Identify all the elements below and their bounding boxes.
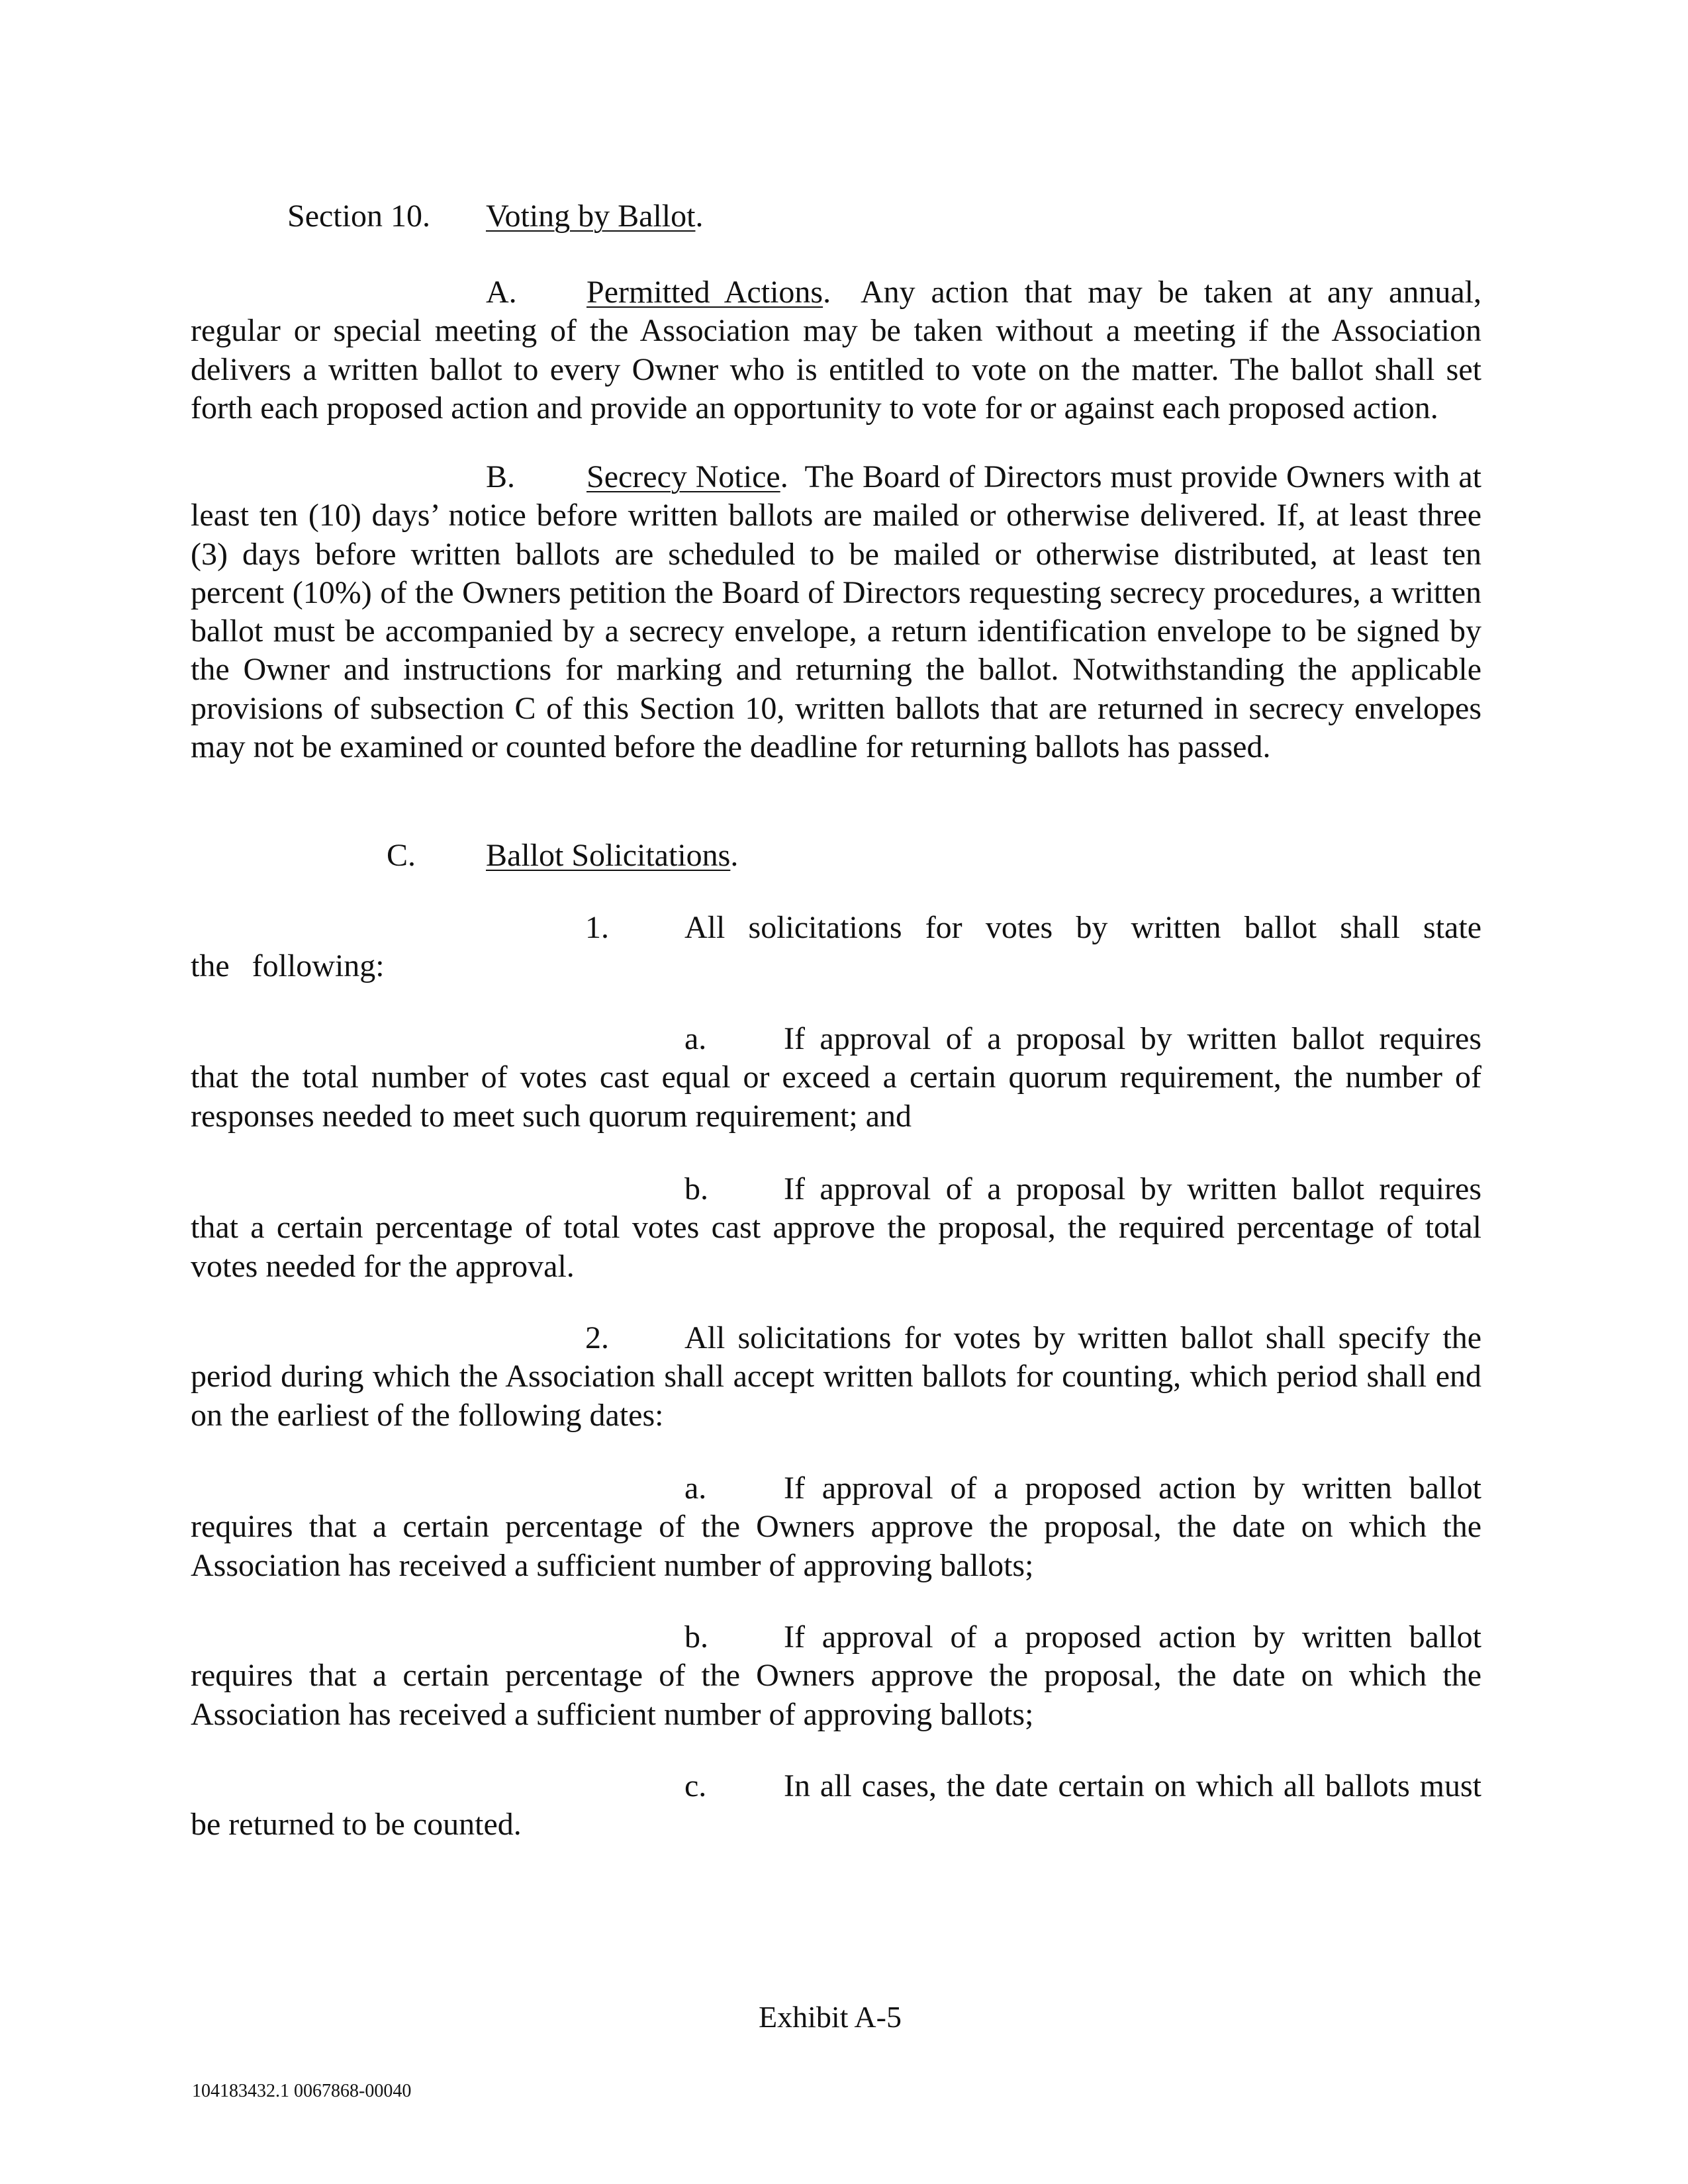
section-title-text: Voting by Ballot: [486, 199, 696, 234]
para-b-text: The Board of Directors must provide Owners with at least ten (10) days’ notice before written ballots are mailed or otherwise delivered. If, at least three (3) days before written ballots are scheduled to be mailed or otherwise distributed, at least ten percent (10%) of the Owners petition the Board of Directors requesting secrecy procedures, a written ballot must be accompanied by a secrecy envelope, a return identification envelope to be signed by the Owner and instructions for marking and returning the ballot. Notwithstanding the applicable provisions of subsection C of this Section 10, written ballots that are returned in secrecy envelopes may not be examined or counted before the deadline for returning ballots has passed.: [191, 459, 1482, 765]
para-c2c-label: c.: [684, 1768, 707, 1803]
paragraph-c2: [191, 1319, 1481, 1435]
section-title: Voting by Ballot.: [486, 199, 704, 234]
para-b-label: B.: [486, 459, 516, 494]
para-c1a-text: If approval of a proposal by written ballot requires that the total number of votes cast equal or exceed a certain quorum requirement, the number of responses needed to meet such quorum requirement; and: [191, 1021, 1481, 1134]
para-c2b-text: If approval of a proposed action by written ballot requires that a certain percentage of the Owners approve the proposal, the date on which the Association has received a sufficient number of approving ballots;: [191, 1619, 1481, 1732]
para-c2a-label: a.: [684, 1471, 707, 1506]
paragraph-c1a: [191, 1020, 1481, 1136]
para-c1b-text: If approval of a proposal by written ballot requires that a certain percentage of total votes cast approve the proposal, the required percentage of total votes needed for the approval.: [191, 1171, 1481, 1284]
para-c-label: C.: [387, 838, 416, 873]
para-c2a-text: If approval of a proposed action by written ballot requires that a certain percentage of the Owners approve the proposal, the date on which the Association has received a sufficient number of approving ballots;: [191, 1471, 1481, 1583]
para-c2-text: All solicitations for votes by written ballot shall specify the period during which the Association shall accept written ballots for counting, which period shall end on the earliest of the following dates:: [191, 1320, 1481, 1433]
para-c-heading-text: Ballot Solicitations: [486, 838, 731, 873]
para-c-heading: Ballot Solicitations.: [486, 838, 739, 873]
para-c1a-label: a.: [684, 1021, 707, 1056]
para-b-heading: Secrecy Notice: [586, 459, 780, 494]
footer-exhibit: Exhibit A-5: [759, 2000, 902, 2034]
para-a-label: A.: [486, 275, 517, 310]
para-c1-text: All solicitations for votes by written ballot shall state the following:: [191, 910, 1481, 984]
paragraph-c2a: [191, 1469, 1481, 1585]
paragraph-b: B. Secrecy Notice. The Board of Directors must provide Owners with at least ten (10) days’ notice before written ballots are mailed or otherwise delivered. If, at least three (3) days before written ballots are scheduled to be mailed or otherwise distributed, at least ten percent (10%) of the Owners petition the Board of Directors requesting secrecy procedures, a written ballot must be accompanied by a secrecy envelope, a return identification envelope to be signed by the Owner and instructions for marking and returning the ballot. Notwithstanding the applicable provisions of subsection C of this Section 10, written ballots that are returned in secrecy envelopes may not be examined or counted before the deadline for returning ballots has passed.: [191, 459, 1482, 765]
para-c2b-label: b.: [684, 1619, 708, 1655]
paragraph-c1: [191, 909, 1481, 986]
para-c1b-label: b.: [684, 1171, 708, 1206]
para-c2-label: 2.: [585, 1320, 609, 1355]
paragraph-a: A. Permitted Actions. Any action that may be taken at any annual, regular or special meeting of the Association may be taken without a meeting if the Association delivers a written ballot to every Owner who is entitled to vote on the matter. The ballot shall set forth each proposed action and provide an opportunity to vote for or against each proposed action.: [191, 275, 1481, 426]
para-a-text: Any action that may be taken at any annual, regular or special meeting of the Association may be taken without a meeting if the Association delivers a written ballot to every Owner who is entitled to vote on the matter. The ballot shall set forth each proposed action and provide an opportunity to vote for or against each proposed action.: [191, 275, 1481, 426]
paragraph-c1b: [191, 1170, 1481, 1286]
footer-doc-id: 104183432.1 0067868-00040: [192, 2081, 412, 2101]
para-a-heading: Permitted Actions: [586, 275, 823, 310]
paragraph-c2c: [191, 1767, 1481, 1844]
para-c2c-text: In all cases, the date certain on which all ballots must be returned to be counted.: [191, 1768, 1481, 1843]
para-c1-label: 1.: [585, 910, 609, 945]
section-number: Section 10.: [287, 199, 430, 234]
paragraph-c2b: [191, 1618, 1481, 1734]
